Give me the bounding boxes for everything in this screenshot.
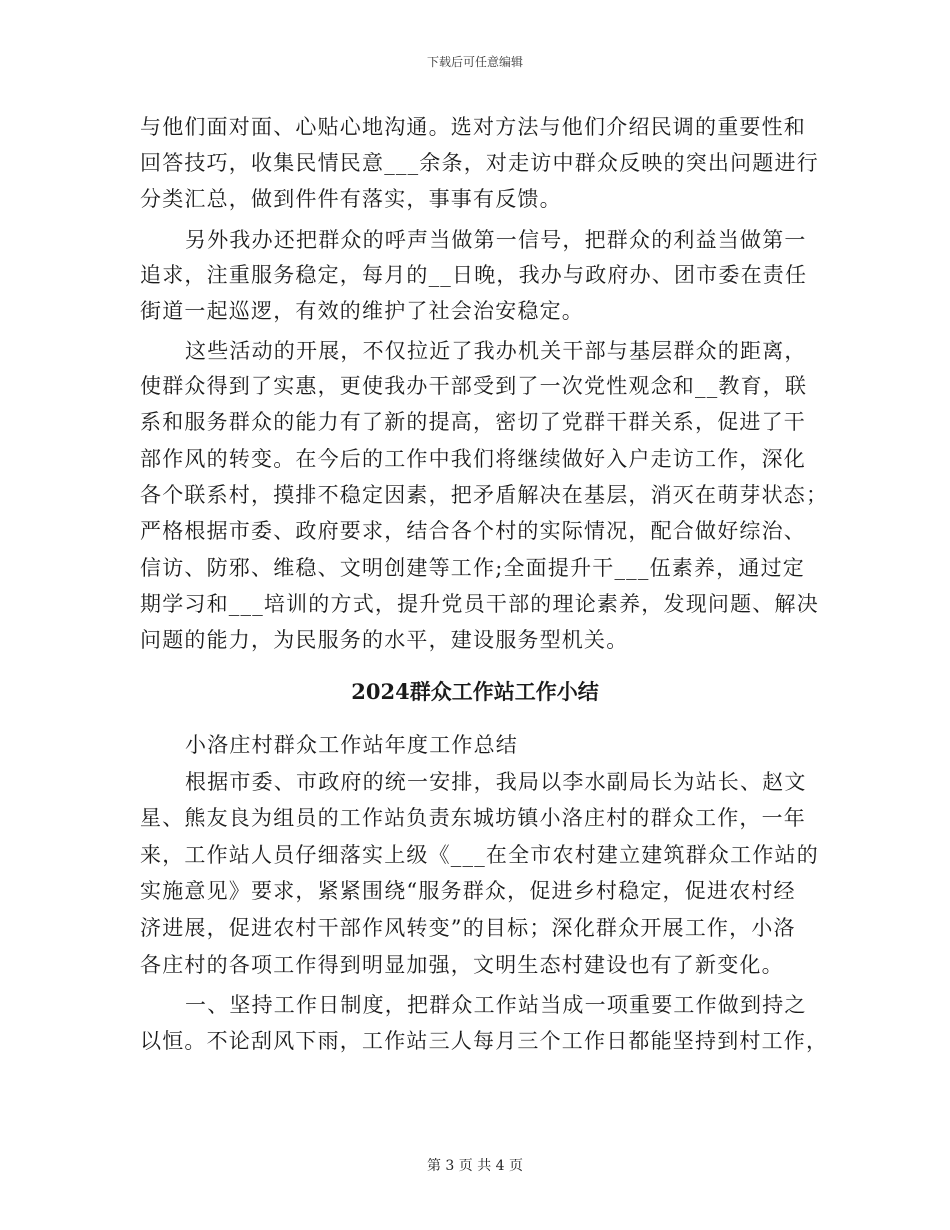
paragraph-line: 各庄村的各项工作得到明显加强，文明生态村建设也有了新变化。 — [140, 953, 784, 977]
paragraph-line: 回答技巧，收集民情民意___余条，对走访中群众反映的突出问题进行 — [140, 151, 819, 175]
paragraph-line: 分类汇总，做到件件有落实，事事有反馈。 — [140, 187, 562, 211]
paragraph-line: 追求，注重服务稳定，每月的__日晚，我办与政府办、团市委在责任 — [140, 263, 808, 287]
paragraph-line: 部作风的转变。在今后的工作中我们将继续做好入户走访工作，深化 — [140, 447, 806, 471]
page-footer: 第 3 页 共 4 页 — [426, 1158, 524, 1174]
paragraph-line: 济进展，促进农村干部作风转变”的目标；深化群众开展工作，小洛 — [140, 916, 796, 940]
paragraph-line: 问题的能力，为民服务的水平，建设服务型机关。 — [140, 628, 629, 652]
paragraph-line: 以恒。不论刮风下雨，工作站三人每月三个工作日都能坚持到村工作， — [140, 1029, 829, 1053]
paragraph-line: 系和服务群众的能力有了新的提高，密切了党群干群关系，促进了干 — [140, 410, 806, 434]
paragraph-line: 这些活动的开展，不仅拉近了我办机关干部与基层群众的距离， — [185, 339, 807, 363]
paragraph-line: 信访、防邪、维稳、文明创建等工作;全面提升干___伍素养，通过定 — [140, 556, 805, 580]
paragraph-line: 使群众得到了实惠，更使我办干部受到了一次党性观念和__教育，联 — [140, 374, 808, 398]
paragraph-line: 严格根据市委、政府要求，结合各个村的实际情况，配合做好综治、 — [140, 519, 806, 543]
paragraph-line: 与他们面对面、心贴心地沟通。选对方法与他们介绍民调的重要性和 — [140, 115, 806, 139]
paragraph-line: 一、坚持工作日制度，把群众工作站当成一项重要工作做到持之 — [185, 993, 807, 1017]
paragraph-line: 期学习和___培训的方式，提升党员干部的理论素养，发现问题、解决 — [140, 592, 819, 616]
paragraph-line: 另外我办还把群众的呼声当做第一信号，把群众的利益当做第一 — [185, 228, 807, 252]
paragraph-line: 实施意见》要求，紧紧围绕“服务群众，促进乡村稳定，促进农村经 — [140, 879, 796, 903]
paragraph-line: 各个联系村，摸排不稳定因素，把矛盾解决在基层，消灭在萌芽状态； — [140, 483, 829, 507]
section-title: 2024群众工作站工作小结 — [351, 679, 599, 704]
paragraph-line: 来，工作站人员仔细落实上级《___在全市农村建立建筑群众工作站的 — [140, 843, 819, 867]
page-header: 下载后可任意编辑 — [426, 55, 523, 69]
paragraph-line: 星、熊友良为组员的工作站负责东城坊镇小洛庄村的群众工作，一年 — [140, 806, 806, 830]
subtitle-line: 小洛庄村群众工作站年度工作总结 — [185, 733, 518, 757]
paragraph-line: 根据市委、市政府的统一安排，我局以李水副局长为站长、赵文 — [185, 770, 807, 794]
paragraph-line: 街道一起巡逻，有效的维护了社会治安稳定。 — [140, 299, 584, 323]
